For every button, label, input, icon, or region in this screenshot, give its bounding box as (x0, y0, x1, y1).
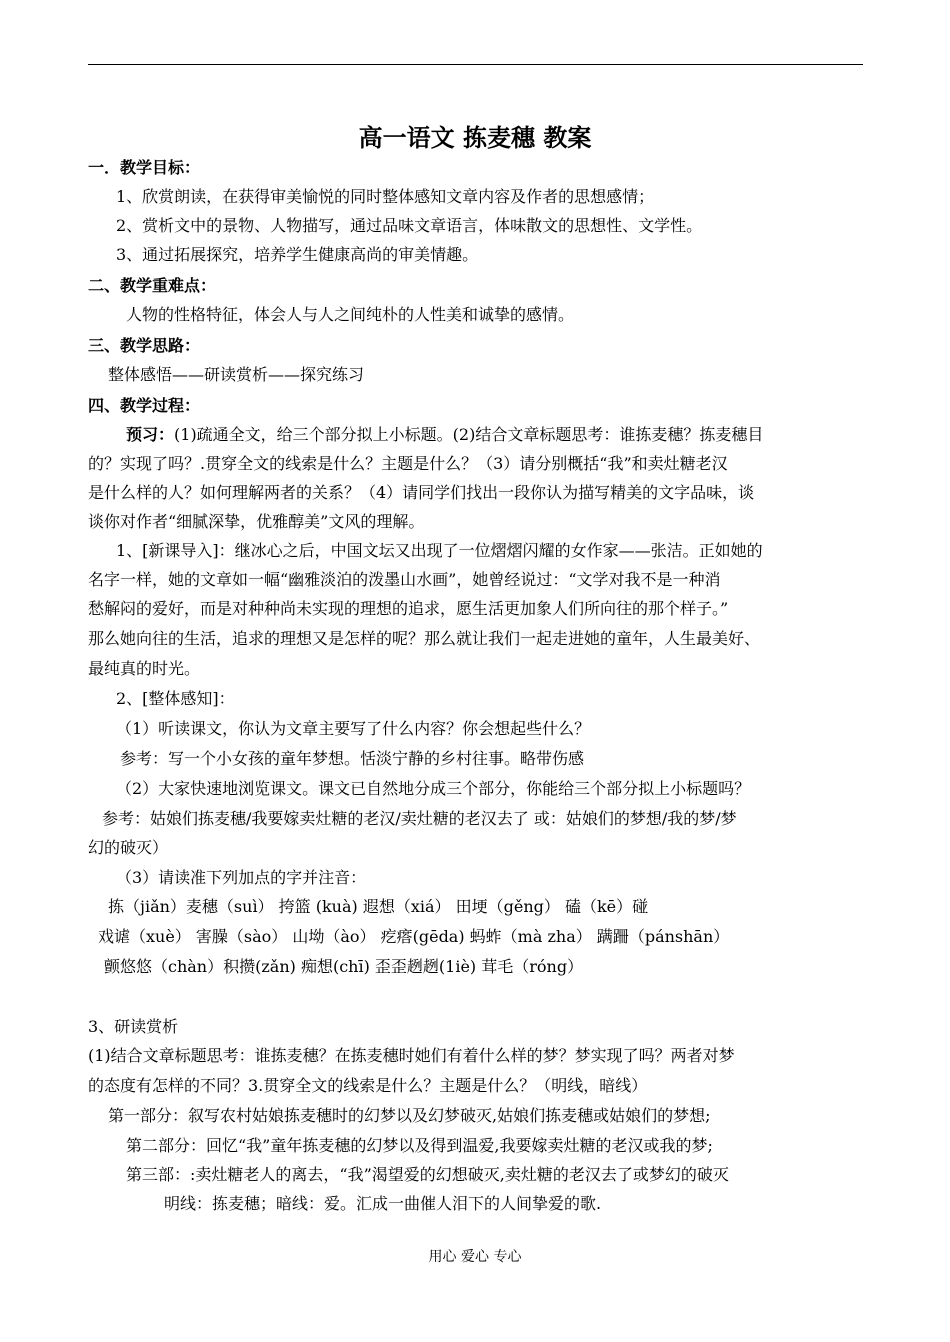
intro-line: 名字一样，她的文章如一幅“幽雅淡泊的泼墨山水画”，她曾经说过：“文学对我不是一种消 (88, 570, 721, 589)
overall-perception-heading: 2、[整体感知]： (116, 689, 235, 708)
section-1-heading: 一．教学目标： (88, 158, 201, 177)
intro-line: 1、[新课导入]：继冰心之后，中国文坛又出现了一位熠熠闪耀的女作家——张洁。正如她的 (116, 541, 763, 560)
study-line: (1)结合文章标题思考：谁拣麦穗？在拣麦穗时她们有着什么样的梦？梦实现了吗？两者对梦 (88, 1046, 735, 1065)
pinyin-line: 戏谑（xuè） 害臊（sào） 山坳（ào） 疙瘩(gēda) 蚂蚱（mà zha） 蹒跚（pánshān） (98, 927, 730, 946)
objective-item: 1、欣赏朗读，在获得审美愉悦的同时整体感知文章内容及作者的思想感情； (116, 187, 655, 206)
preview-line (126, 425, 763, 445)
section-4-heading: 四、教学过程： (88, 396, 201, 415)
answer-1: 参考：写一个小女孩的童年梦想。恬淡宁静的乡村往事。略带伤感 (120, 749, 585, 768)
objective-item: 2、赏析文中的景物、人物描写，通过品味文章语言，体味散文的思想性、文学性。 (116, 216, 703, 235)
part-summary: 第二部分：回忆“我”童年拣麦穗的幻梦以及得到温爱,我要嫁卖灶糖的老汉或我的梦; (126, 1136, 713, 1155)
pinyin-line: 颤悠悠（chàn）积攒(zǎn) 痴想(chī) 歪歪趔趔(1iè) 茸毛（róng） (104, 957, 584, 976)
preview-text: (1)疏通全文，给三个部分拟上小标题。(2)结合文章标题思考：谁拣麦穗？拣麦穗目 (174, 425, 764, 444)
section-3-heading: 三、教学思路： (88, 336, 201, 355)
question-3: （3）请读准下列加点的字并注音： (116, 868, 367, 887)
clue-summary: 明线：拣麦穗；暗线：爱。汇成一曲催人泪下的人间挚爱的歌. (164, 1194, 602, 1213)
document-title: 高一语文 拣麦穗 教案 (358, 124, 592, 152)
key-points-text: 人物的性格特征，体会人与人之间纯朴的人性美和诚挚的感情。 (126, 305, 575, 324)
section-2-heading: 二、教学重难点： (88, 276, 217, 295)
intro-line: 愁解闷的爱好，而是对种种尚未实现的理想的追求，愿生活更加象人们所向往的那个样子。” (88, 599, 729, 618)
answer-2-line: 幻的破灭） (88, 838, 169, 857)
question-1: （1）听读课文，你认为文章主要写了什么内容？你会想起些什么？ (116, 719, 591, 738)
part-summary: 第一部分：叙写农村姑娘拣麦穗时的幻梦以及幻梦破灭,姑娘们拣麦穗或姑娘们的梦想; (108, 1106, 711, 1125)
study-line: 的态度有怎样的不同？3.贯穿全文的线索是什么？主题是什么？（明线，暗线） (88, 1076, 648, 1095)
intro-line: 最纯真的时光。 (88, 659, 201, 678)
question-2: （2）大家快速地浏览课文。课文已自然地分成三个部分，你能给三个部分拟上小标题吗？ (116, 779, 751, 798)
teaching-approach-text: 整体感悟——研读赏析——探究练习 (108, 365, 365, 384)
intro-line: 那么她向往的生活，追求的理想又是怎样的呢？那么就让我们一起走进她的童年，人生最美好、 (88, 629, 761, 648)
part-summary: 第三部：:卖灶糖老人的离去，“我”渴望爱的幻想破灭,卖灶糖的老汉去了或梦幻的破灭 (126, 1165, 729, 1184)
preview-line: 是什么样的人？如何理解两者的关系？（4）请同学们找出一段你认为描写精美的文字品味，谈 (88, 483, 755, 502)
page-footer: 用心 爱心 专心 (428, 1249, 522, 1265)
header-rule (88, 64, 863, 65)
preview-line: 谈你对作者“细腻深挚，优雅醇美”文风的理解。 (88, 512, 425, 531)
objective-item: 3、通过拓展探究，培养学生健康高尚的审美情趣。 (116, 245, 479, 264)
pinyin-line: 拣（jiǎn）麦穗（suì） 挎篮 (kuà) 遐想（xiá） 田埂（gěng） 磕（kē）碰 (108, 897, 649, 916)
preview-label: 预习： (126, 425, 175, 444)
answer-2-line: 参考：姑娘们拣麦穗/我要嫁卖灶糖的老汉/卖灶糖的老汉去了 或：姑娘们的梦想/我的梦/梦 (102, 809, 737, 828)
study-heading: 3、研读赏析 (88, 1017, 179, 1036)
preview-line: 的？实现了吗？.贯穿全文的线索是什么？主题是什么？（3）请分别概括“我”和卖灶糖老汉 (88, 454, 728, 473)
